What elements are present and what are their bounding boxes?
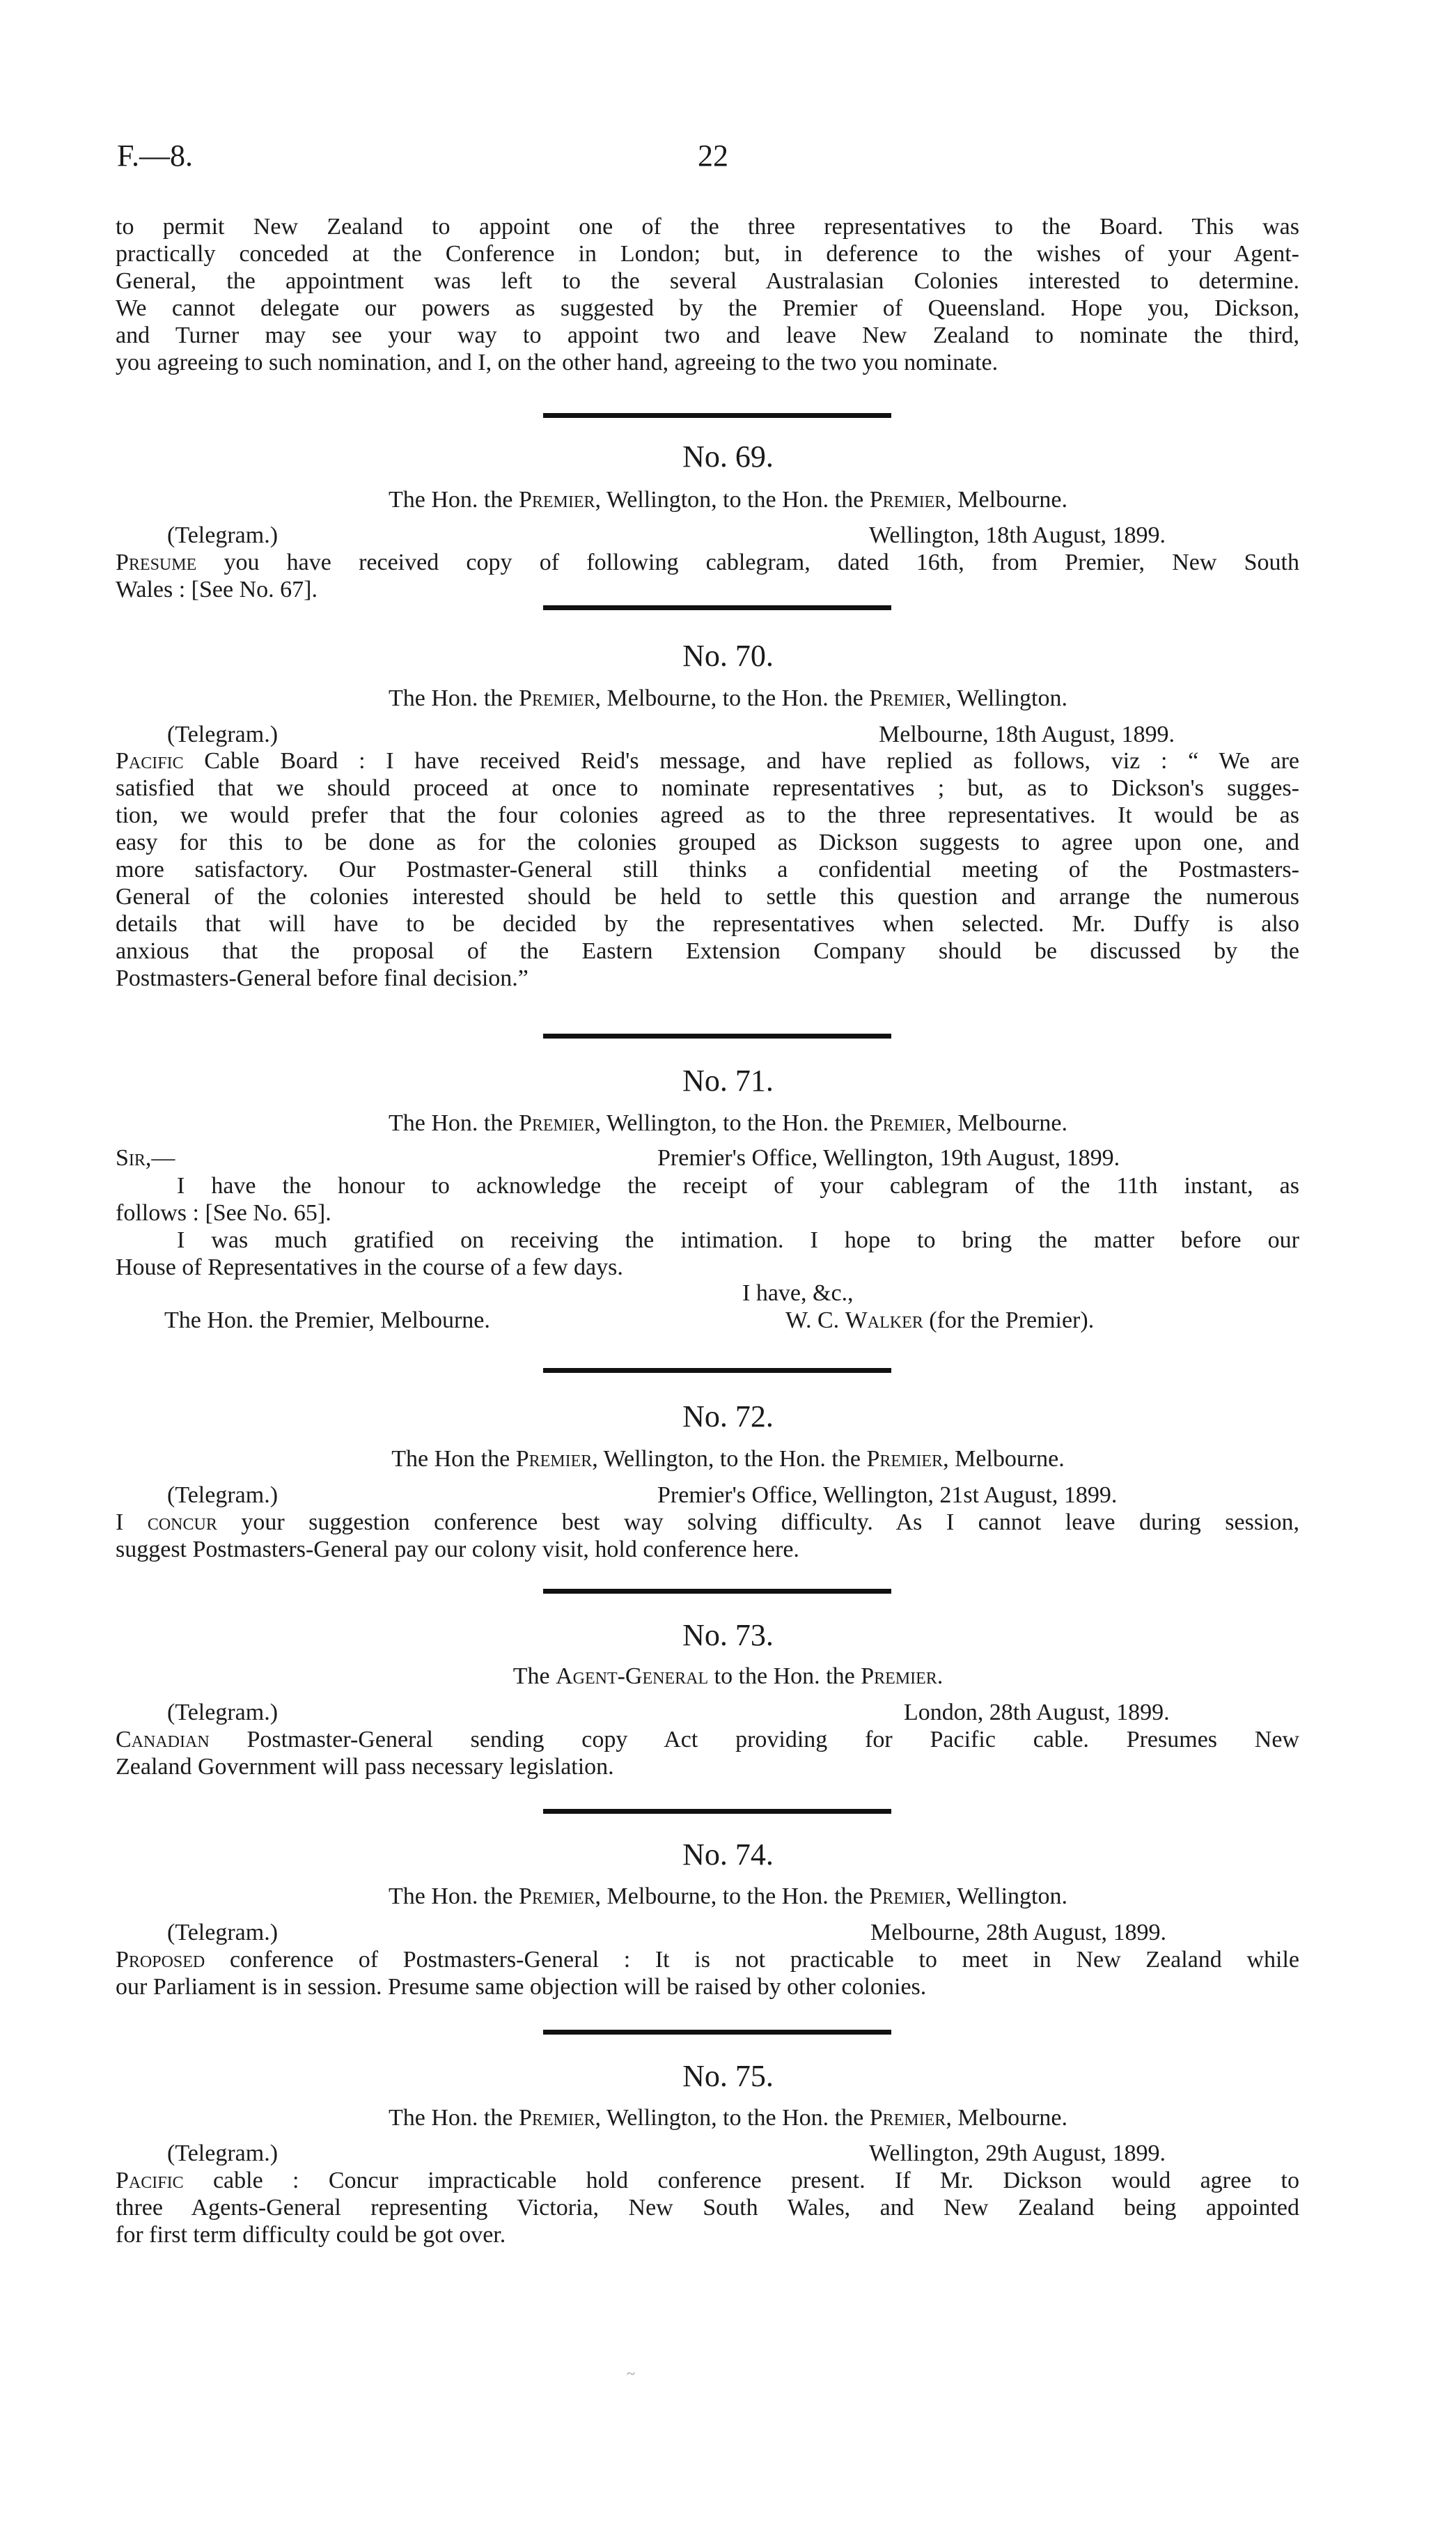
- text-line: for first term difficulty could be got over.: [116, 2222, 506, 2248]
- lead-word: I concur: [116, 1509, 217, 1535]
- address-text: , Wellington.: [945, 1883, 1067, 1909]
- address-text: , Wellington.: [945, 685, 1067, 711]
- section-divider: [543, 1809, 891, 1814]
- address-text: Premier: [861, 1663, 937, 1689]
- address-text: The Hon the: [391, 1446, 516, 1472]
- lead-word: Canadian: [116, 1727, 210, 1752]
- address-line-72: [0, 1446, 1456, 1472]
- message-body-72: [116, 1509, 1299, 1563]
- section-title-69: No. 69.: [682, 440, 774, 474]
- address-line-73: [0, 1663, 1456, 1690]
- text-line: Postmasters-General before final decision.”: [116, 965, 529, 991]
- telegram-label: (Telegram.): [167, 1920, 279, 1945]
- text-line: I have the honour to acknowledge the receipt of your cablegram of the 11th instant, as: [177, 1173, 1299, 1199]
- text-line: House of Representatives in the course of a few days.: [116, 1254, 623, 1280]
- address-text: , Melbourne, to the Hon. the: [595, 1883, 870, 1909]
- text-line: We cannot delegate our powers as suggested by the Premier of Queensland. Hope you, Dickson,: [116, 295, 1299, 321]
- letter-paragraph-1: [116, 1172, 1299, 1227]
- section-divider: [543, 1589, 891, 1594]
- salutation: Sir,—: [116, 1145, 175, 1171]
- text-line: more satisfactory. Our Postmaster-General still thinks a confidential meeting of the Postmasters-: [116, 857, 1299, 883]
- address-text: Premier: [869, 2105, 946, 2131]
- address-text: .: [937, 1663, 944, 1689]
- text-line: to permit New Zealand to appoint one of the three representatives to the Board. This was: [116, 214, 1299, 240]
- text-line: conference of Postmasters-General : It is not practicable to meet in New Zealand while: [205, 1947, 1299, 1973]
- section-divider: [543, 413, 891, 418]
- address-text: Agent-General: [556, 1663, 709, 1689]
- message-body-73: [116, 1726, 1299, 1780]
- signature-name: Walker: [845, 1307, 923, 1333]
- section-title-75: No. 75.: [682, 2059, 774, 2093]
- address-text: Premier: [518, 2105, 595, 2131]
- address-text: Premier: [518, 487, 595, 513]
- address-line-69: [0, 487, 1456, 513]
- intro-paragraph: [116, 213, 1299, 376]
- address-text: The Hon. the: [388, 1110, 519, 1136]
- signature: [785, 1307, 1094, 1334]
- address-text: , Melbourne, to the Hon. the: [595, 685, 870, 711]
- address-text: Premier: [869, 1110, 946, 1136]
- text-line: Zealand Government will pass necessary legislation.: [116, 1754, 614, 1780]
- message-body-70: [116, 747, 1299, 992]
- text-line: Wales : [See No. 67].: [116, 577, 318, 603]
- section-title-74: No. 74.: [682, 1837, 774, 1872]
- lead-word: Pacific: [116, 2168, 184, 2193]
- address-text: , Wellington, to the Hon. the: [595, 2105, 870, 2131]
- section-divider: [543, 2030, 891, 2035]
- closing: I have, &c.,: [742, 1280, 854, 1306]
- address-text: , Melbourne.: [946, 1110, 1067, 1136]
- section-divider: [543, 1368, 891, 1373]
- address-text: Premier: [866, 1446, 944, 1472]
- dateline: Wellington, 29th August, 1899.: [869, 2140, 1166, 2166]
- telegram-label: (Telegram.): [167, 1700, 279, 1725]
- message-body-74: [116, 1946, 1299, 2000]
- address-text: to the Hon. the: [708, 1663, 861, 1689]
- address-text: The: [512, 1663, 556, 1689]
- text-line: you have received copy of following cablegram, dated 16th, from Premier, New South: [196, 550, 1299, 575]
- address-text: The Hon. the: [388, 685, 519, 711]
- text-line: I was much gratified on receiving the intimation. I hope to bring the matter before our: [177, 1227, 1299, 1253]
- address-text: Premier: [869, 1883, 946, 1909]
- address-text: The Hon. the: [388, 1883, 519, 1909]
- message-body-75: [116, 2167, 1299, 2248]
- text-line: General of the colonies interested should be held to settle this question and arrange the numerous: [116, 884, 1299, 910]
- text-line: General, the appointment was left to the several Australasian Colonies interested to determine.: [116, 268, 1299, 294]
- telegram-label: (Telegram.): [167, 522, 279, 548]
- document-series: F.—8.: [117, 139, 193, 173]
- section-title-71: No. 71.: [682, 1064, 774, 1098]
- section-divider: [543, 605, 891, 610]
- address-text: The Hon. the: [388, 2105, 519, 2131]
- text-line: your suggestion conference best way solving difficulty. As I cannot leave during session,: [217, 1509, 1299, 1535]
- address-text: Premier: [869, 487, 946, 513]
- section-divider: [543, 1034, 891, 1039]
- address-text: , Wellington, to the Hon. the: [592, 1446, 867, 1472]
- text-line: cable : Concur impracticable hold conference present. If Mr. Dickson would agree to: [183, 2168, 1299, 2193]
- text-line: Postmaster-General sending copy Act providing for Pacific cable. Presumes New: [209, 1727, 1299, 1752]
- address-text: Premier: [518, 1883, 595, 1909]
- stray-mark: ~: [627, 2365, 635, 2382]
- text-line: anxious that the proposal of the Eastern Extension Company should be discussed by the: [116, 938, 1299, 964]
- address-text: , Wellington, to the Hon. the: [595, 1110, 870, 1136]
- dateline: Wellington, 18th August, 1899.: [869, 522, 1166, 548]
- address-text: , Melbourne.: [946, 487, 1067, 513]
- letter-paragraph-2: [116, 1227, 1299, 1281]
- text-line: Cable Board : I have received Reid's message, and have replied as follows, viz : “ We are: [183, 748, 1299, 774]
- address-line-70: [0, 685, 1456, 712]
- text-line: our Parliament is in session. Presume same objection will be raised by other colonies.: [116, 1974, 927, 2000]
- text-line: practically conceded at the Conference in London; but, in deference to the wishes of your Agent-: [116, 241, 1299, 267]
- section-title-73: No. 73.: [682, 1618, 774, 1652]
- text-line: easy for this to be done as for the colonies grouped as Dickson suggests to agree upon one, and: [116, 830, 1299, 855]
- address-text: Premier: [869, 685, 946, 711]
- text-line: three Agents-General representing Victoria, New South Wales, and New Zealand being appointed: [116, 2195, 1299, 2221]
- text-line: suggest Postmasters-General pay our colony visit, hold conference here.: [116, 1537, 799, 1562]
- address-line-74: [0, 1883, 1456, 1910]
- lead-word: Presume: [116, 550, 197, 575]
- telegram-label: (Telegram.): [167, 1482, 279, 1508]
- dateline: Premier's Office, Wellington, 19th August, 1899.: [657, 1145, 1120, 1171]
- telegram-label: (Telegram.): [167, 722, 279, 747]
- telegram-label: (Telegram.): [167, 2140, 279, 2166]
- section-title-72: No. 72.: [682, 1399, 774, 1433]
- lead-word: Proposed: [116, 1947, 205, 1973]
- page-number: 22: [698, 139, 728, 173]
- dateline: Melbourne, 18th August, 1899.: [879, 722, 1175, 747]
- text-line: details that will have to be decided by the representatives when selected. Mr. Duffy is also: [116, 911, 1299, 937]
- dateline: Melbourne, 28th August, 1899.: [870, 1920, 1166, 1945]
- addressee: The Hon. the Premier, Melbourne.: [164, 1307, 490, 1333]
- text-line: and Turner may see your way to appoint two and leave New Zealand to nominate the third,: [116, 322, 1299, 348]
- address-text: Premier: [515, 1446, 593, 1472]
- text-line: follows : [See No. 65].: [116, 1200, 331, 1226]
- address-text: Premier: [518, 1110, 595, 1136]
- address-text: , Melbourne.: [943, 1446, 1065, 1472]
- text-line: you agreeing to such nomination, and I, on the other hand, agreeing to the two you nominate.: [116, 350, 999, 375]
- address-line-71: [0, 1110, 1456, 1137]
- signature-text: (for the Premier).: [923, 1307, 1095, 1333]
- message-body-69: [116, 549, 1299, 603]
- text-line: tion, we would prefer that the four colonies agreed as to the three representatives. It would be as: [116, 802, 1299, 828]
- section-title-70: No. 70.: [682, 639, 774, 673]
- dateline: Premier's Office, Wellington, 21st August, 1899.: [657, 1482, 1118, 1508]
- dateline: London, 28th August, 1899.: [904, 1700, 1170, 1725]
- address-text: Premier: [518, 685, 595, 711]
- signature-text: W. C.: [785, 1307, 845, 1333]
- address-text: , Melbourne.: [946, 2105, 1067, 2131]
- lead-word: Pacific: [116, 748, 184, 774]
- address-line-75: [0, 2105, 1456, 2131]
- address-text: , Wellington, to the Hon. the: [595, 487, 870, 513]
- address-text: The Hon. the: [388, 487, 519, 513]
- text-line: satisfied that we should proceed at once to nominate representatives ; but, as to Dickson's sugges-: [116, 775, 1299, 801]
